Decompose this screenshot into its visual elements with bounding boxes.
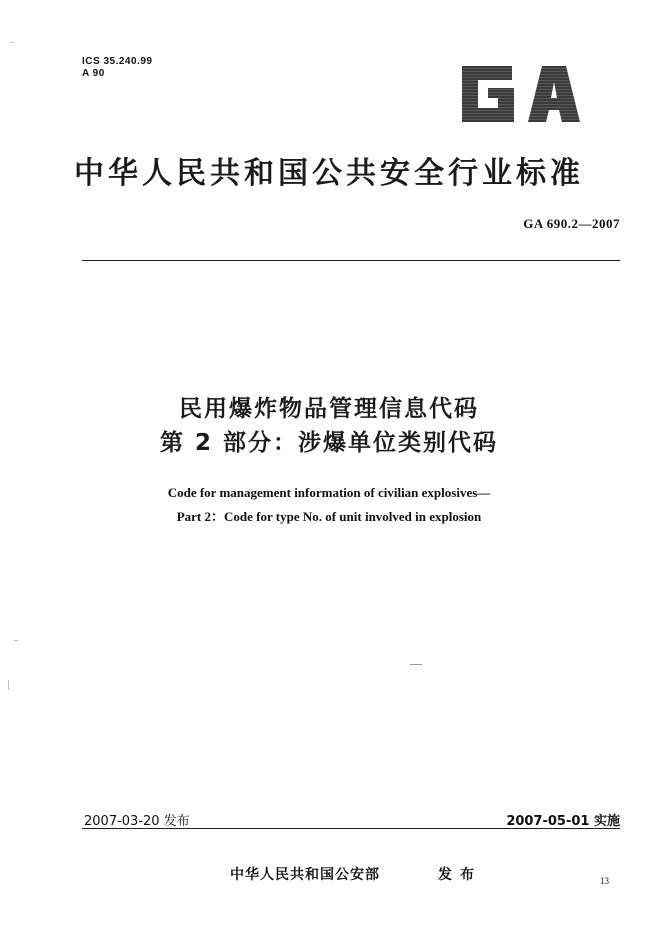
scan-mark — [10, 42, 13, 43]
standard-title: 中华人民共和国公共安全行业标准 — [74, 156, 584, 191]
scan-mark — [8, 680, 9, 690]
title-en-line1: Code for management information of civilian explosives— — [167, 485, 491, 500]
standard-number: GA 690.2—2007 — [523, 216, 620, 231]
publisher: 中华人民共和国公安部 — [230, 867, 380, 883]
bottom-divider — [82, 828, 620, 829]
ics-code: ICS 35.240.99 — [82, 56, 153, 67]
top-divider — [82, 260, 620, 261]
issue-date: 2007-03-20 发布 — [84, 814, 190, 829]
implementation-date: 2007-05-01 实施 — [506, 814, 620, 829]
classification-code: A 90 — [82, 68, 105, 79]
scan-mark — [14, 640, 18, 641]
page-number: 13 — [600, 876, 609, 886]
title-en-line2: Part 2：Code for type No. of unit involved in explosion — [176, 509, 482, 524]
ga-logo — [458, 60, 584, 126]
title-cn-line2: 第 2 部分：涉爆单位类别代码 — [159, 430, 499, 456]
scan-dash — [410, 664, 422, 665]
title-cn-line1: 民用爆炸物品管理信息代码 — [179, 396, 479, 422]
publish-label: 发布 — [438, 867, 482, 883]
